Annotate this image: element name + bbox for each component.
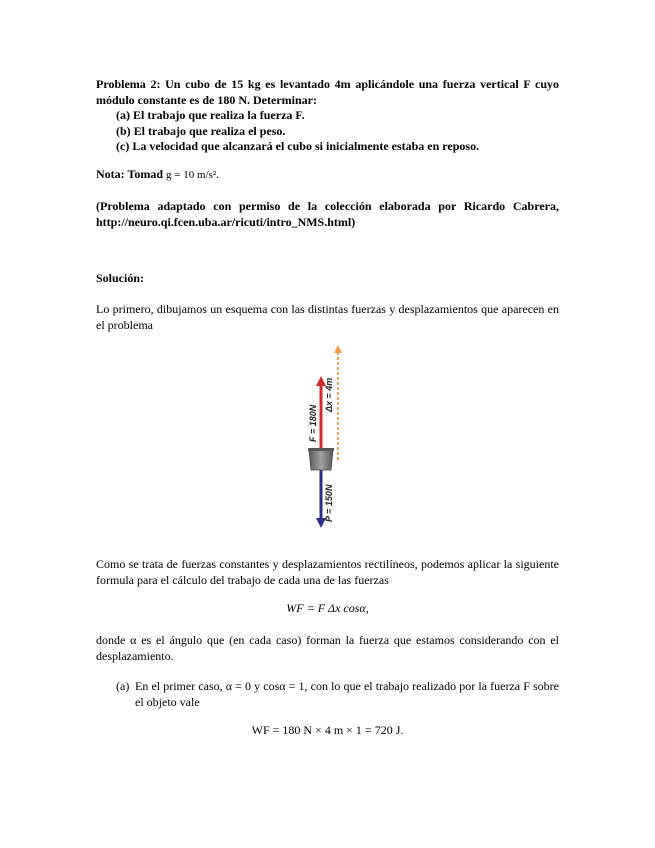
intro-paragraph [96,302,559,333]
formula-intro-paragraph [96,557,559,588]
source-note [96,199,559,230]
solution-item-a [116,679,559,710]
force-diagram-svg [301,342,361,532]
bucket-rim [308,448,334,451]
nota-value: g = 10 m/s². [166,169,219,181]
nota-line [96,167,219,184]
work-result-text: WF = 180 N × 4 m × 1 = 720 J. [251,723,404,737]
weight-label: P = 150N [324,484,334,522]
solution-heading-text: Solución: [96,271,145,285]
displacement-arrowhead [334,345,342,353]
problem-item-c: (c) La velocidad que alcanzará el cubo si inicialmente estaba en reposo. [116,139,480,153]
work-result-formula [96,723,559,739]
work-formula-text: WF = F Δx cosα, [286,601,369,615]
problem-statement [96,77,559,155]
displacement-label: Δx = 4m [324,377,334,412]
force-label: F = 180N [308,404,318,442]
nota-label: Nota: Tomad [96,167,164,181]
problem-item-a: (a) El trabajo que realiza la fuerza F. [116,108,305,122]
work-formula [96,601,559,617]
formula-intro-text: Como se trata de fuerzas constantes y desplazamientos rectilíneos, podemos aplicar la siguiente formula para el cálculo del trabajo de cada una de las fuerzas [96,557,559,587]
angle-text: donde α es el ángulo que (en cada caso) forman la fuerza que estamos considerando con el desplazamiento. [96,633,559,663]
solution-heading [96,271,144,287]
problem-intro: Problema 2: Un cubo de 15 kg es levantado 4m aplicándole una fuerza vertical F cuyo módulo constante es de 180 N. Determinar: [96,77,559,107]
intro-text: Lo primero, dibujamos un esquema con las distintas fuerzas y desplazamientos que aparecen en el problema [96,302,559,332]
problem-item-b: (b) El trabajo que realiza el peso. [116,123,286,138]
source-text: (Problema adaptado con permiso de la colección elaborada por Ricardo Cabrera, http://neuro.qi.fcen.uba.ar/ricuti/intro_NMS.html) [96,199,559,229]
force-diagram [301,342,361,536]
angle-paragraph [96,633,559,664]
bucket-icon [309,450,333,470]
solution-item-a-label: (a) [116,679,130,693]
solution-item-a-text: En el primer caso, α = 0 y cosα = 1, con lo que el trabajo realizado por la fuerza F sobre el objeto vale [135,679,559,709]
